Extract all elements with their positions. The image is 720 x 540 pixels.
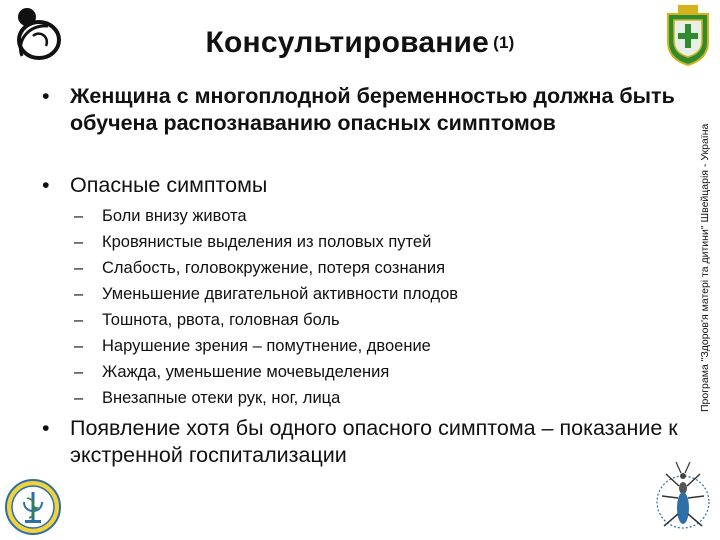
page-title-text: Консультирование	[205, 26, 490, 59]
dash-mark: –	[74, 285, 84, 303]
bullet-item	[42, 172, 682, 199]
dash-mark: –	[74, 233, 84, 251]
symptom-text: Боли внизу живота	[102, 207, 247, 225]
bullet-mark: •	[42, 84, 50, 108]
program-side-note: Програма "Здоров'я матері та дитини" Швейцарія - Україна	[699, 123, 711, 412]
dash-mark: –	[74, 363, 84, 381]
bullet-text: Опасные симптомы	[70, 173, 268, 197]
symptom-item	[74, 334, 634, 359]
symptom-text: Внезапные отеки рук, ног, лица	[102, 389, 341, 407]
insect-emblem-icon	[654, 458, 712, 538]
symptom-item	[74, 282, 634, 307]
symptom-text: Жажда, уменьшение мочевыделения	[102, 363, 390, 381]
page-title-suffix: (1)	[493, 33, 515, 52]
dash-mark: –	[74, 337, 84, 355]
symptom-text: Слабость, головокружение, потеря сознания	[102, 259, 446, 277]
bullet-mark: •	[42, 173, 50, 197]
bullet-text: Появление хотя бы одного опасного симптома – показание к экстренной госпитализации	[70, 416, 678, 467]
symptom-item	[74, 386, 634, 411]
dash-mark: –	[74, 259, 84, 277]
bullet-item	[42, 83, 682, 165]
bullet-mark: •	[42, 416, 50, 440]
symptom-item	[74, 256, 634, 281]
dash-mark: –	[74, 207, 84, 225]
bullet-text: Женщина с многоплодной беременностью должна быть обучена распознаванию опасных симптомов	[70, 84, 675, 135]
symptom-item	[74, 204, 634, 229]
bullet-item	[42, 415, 682, 469]
symptom-text: Кровянистые выделения из половых путей	[102, 233, 432, 251]
symptom-text: Тошнота, рвота, головная боль	[102, 311, 340, 329]
symptom-item	[74, 230, 634, 255]
symptom-text: Нарушение зрения – помутнение, двоение	[102, 337, 431, 355]
dash-mark: –	[74, 389, 84, 407]
symptom-item	[74, 308, 634, 333]
medical-emblem-icon	[4, 478, 62, 536]
symptom-text: Уменьшение двигательной активности плодов	[102, 285, 459, 303]
symptom-item	[74, 360, 634, 385]
dash-mark: –	[74, 311, 84, 329]
